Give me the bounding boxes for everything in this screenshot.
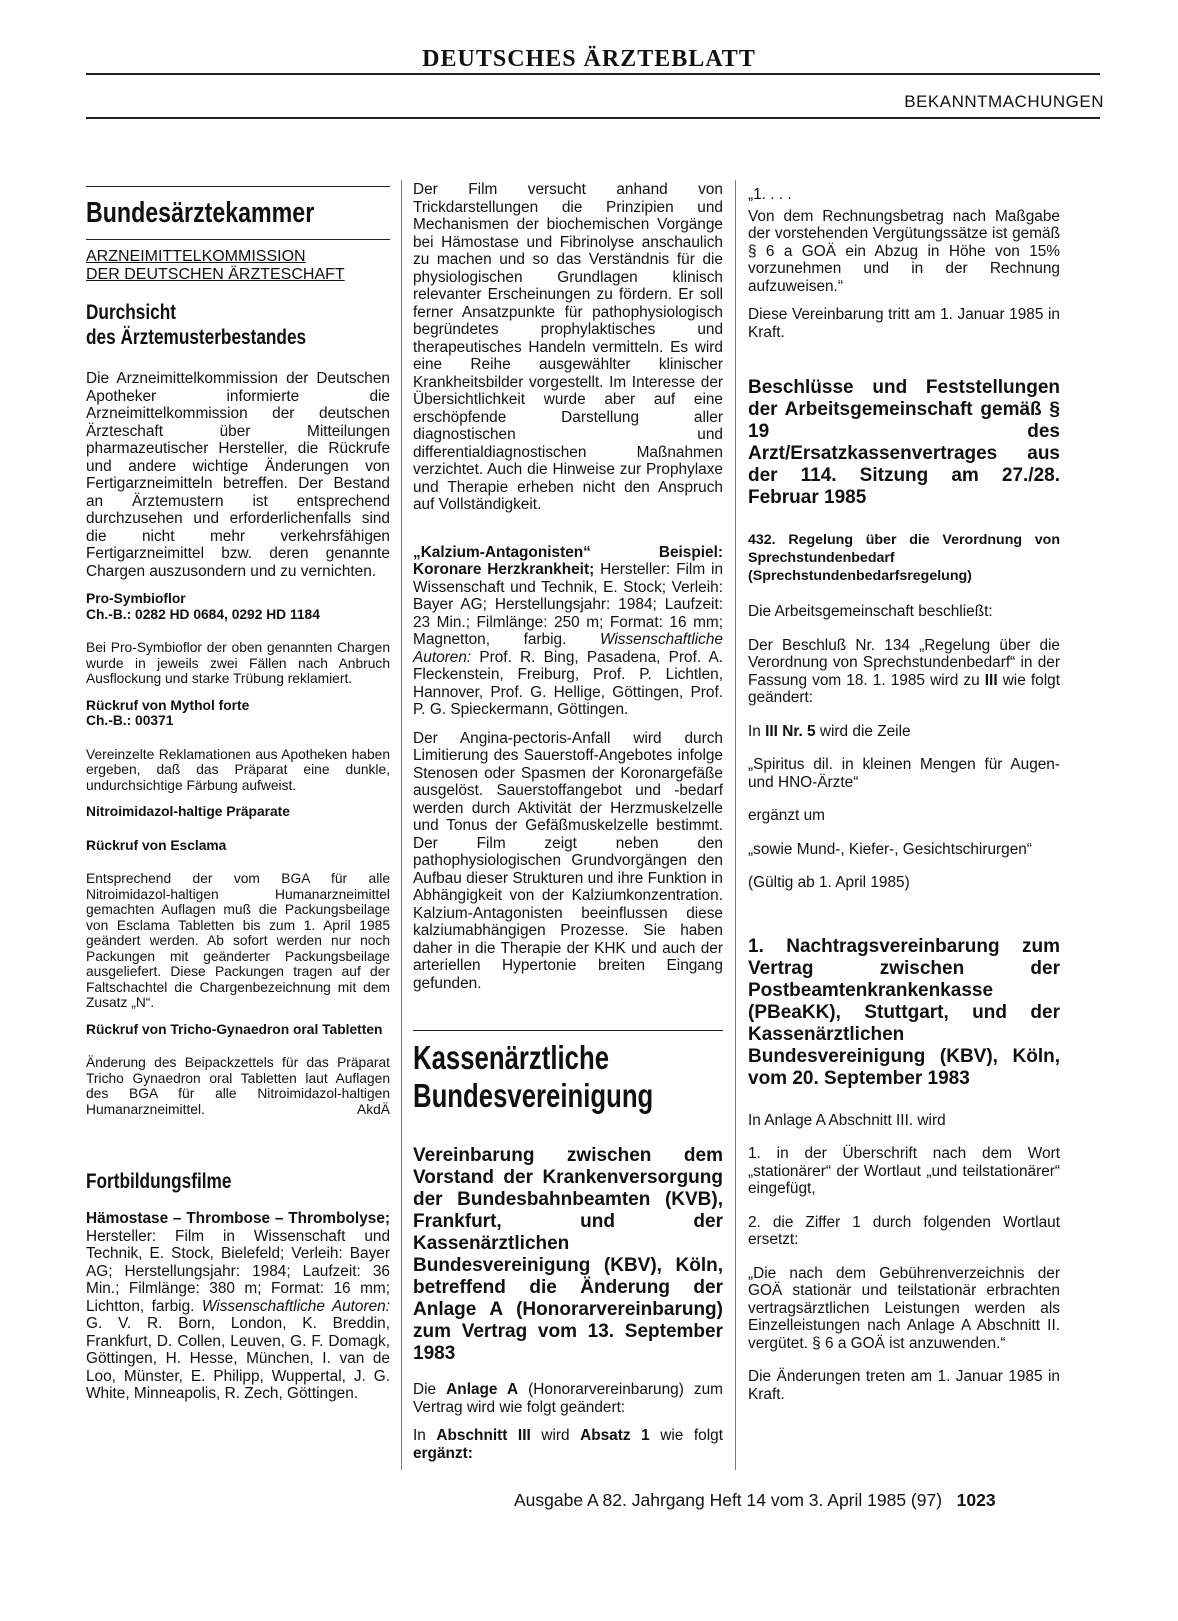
text: wie folgt geändert:	[748, 671, 1060, 706]
section-label: BEKANNTMACHUNGEN	[904, 92, 1104, 111]
subheading-line: Rückruf von Mythol forte	[86, 697, 250, 713]
column-divider	[735, 180, 736, 1470]
text: Absatz 1	[580, 1427, 650, 1444]
paragraph: 1. in der Überschrift nach dem Wort „stationärer“ der Wortlaut „und teilstationärer“ eingefügt,	[748, 1145, 1060, 1197]
subheading	[86, 591, 390, 622]
subheading-line: Pro-Symbioflor	[86, 591, 186, 606]
resolution-subheading: 432. Regelung über die Verordnung von Sprechstundenbedarf (Sprechstundenbedarfsregelung)	[748, 532, 1060, 584]
text: In	[413, 1427, 437, 1444]
film-entry	[413, 544, 723, 719]
commission-line-1: ARZNEIMITTELKOMMISSION	[86, 248, 306, 265]
text: Der Beschluß Nr. 134 „Regelung über die Verordnung von Sprechstundenbedarf“ in der Fassung vom 18. 1. 1985 wird zu	[748, 636, 1060, 689]
paragraph: „Die nach dem Gebührenverzeichnis der GOÄ stationär und teilstationär erbrachten vertragsärztlichen Leistungen werden als Einzelleistungen nach Anlage A Abschnitt II. vergütet. § 6 a GOÄ ist anzuwenden.“	[748, 1264, 1060, 1352]
subheading-line: Ch.-B.: 0282 HD 0684, 0292 HD 1184	[86, 606, 320, 622]
commission-title	[86, 248, 390, 284]
paragraph: Die Änderungen treten am 1. Januar 1985 in Kraft.	[748, 1368, 1060, 1403]
paragraph: Die Arzneimittelkommission der Deutschen Apotheker informierte die Arzneimittelkommission der deutschen Ärzteschaft über Mitteilungen pharmazeutischer Hersteller, die Rückrufe und andere wichtige Änderungen von Fertigarzneimitteln betreffen. Der Bestand an Ärztemustern ist entsprechend durchzusehen und erforderlichenfalls sind die nicht mehr verkehrsfähigen Fertigarzneimittel bzw. deren genannte Chargen auszusondern und zu vernichten.	[86, 370, 390, 580]
page-number: 1023	[956, 1490, 996, 1510]
paragraph: „1. . . .	[748, 186, 792, 203]
paragraph: ergänzt um	[748, 807, 825, 824]
paragraph: „sowie Mund-, Kiefer-, Gesichtschirurgen“	[748, 840, 1032, 858]
organization-title: Bundesärztekammer	[86, 197, 315, 229]
paragraph: 2. die Ziffer 1 durch folgenden Wortlaut ersetzt:	[748, 1213, 1060, 1248]
article-heading-line-2: des Ärztemusterbestandes	[86, 326, 307, 349]
paragraph: (Gültig ab 1. April 1985)	[748, 874, 910, 891]
footer	[514, 1490, 996, 1511]
film-authors-label: Wissenschaftliche Autoren:	[413, 631, 723, 666]
masthead: DEUTSCHES ÄRZTEBLATT	[422, 46, 756, 72]
text: wird die Zeile	[815, 722, 911, 740]
subheading: Nitroimidazol-haltige Präparate	[86, 804, 290, 819]
text: III	[984, 671, 998, 689]
paragraph: Entsprechend der vom BGA für alle Nitroimidazol-haltigen Humanarzneimittel gemachten Auflagen muß die Packungsbeilage von Esclama Tabletten bis zum 1. April 1985 geändert werden. Ab sofort werden nur noch Packungen mit geänderter Packungsbeilage ausgeliefert. Diese Packungen tragen auf der Faltschachtel die Chargenbezeichnung mit dem Zusatz „N“.	[86, 871, 390, 1010]
paragraph: Der Angina-pectoris-Anfall wird durch Limitierung des Sauerstoff-Angebotes infolge Stenosen oder Spasmen der Koronargefäße ausgelöst. Sauerstoffangebot und -bedarf werden durch Aktivität der Herzmuskelzelle und Tonus der Gefäßmuskelzelle bestimmt. Der Film zeigt neben den pathophysiologischen Grundvorgängen den Aufbau dieser Strukturen und ihre Funktion in Abhängigkeit von der Kalziumkonzentration. Kalzium-Antagonisten beeinflussen diese kalziumabhängigen Prozesse. Sie haben daher in die Therapie der KHK und auch der arteriellen Hypertonie breiten Eingang gefunden.	[413, 729, 723, 992]
supplement-heading: 1. Nachtragsvereinbarung zum Vertrag zwischen der Postbeamtenkrankenkasse (PBeaKK), Stuttgart, und der Kassenärztlichen Bundesvereinigung (KBV), Köln, vom 20. September 1983	[748, 935, 1060, 1089]
column-rule	[86, 186, 390, 187]
paragraph: „Spiritus dil. in kleinen Mengen für Augen- und HNO-Ärzte“	[748, 756, 1060, 791]
paragraph	[413, 1381, 723, 1416]
film-authors: G. V. R. Born, London, K. Breddin, Frankfurt, D. Collen, Leuven, G. F. Domagk, Göttingen, H. Hesse, München, I. van de Loo, Münster, E. Philipp, Wuppertal, J. G. White, Minneapolis, R. Zech, Göttingen.	[86, 1315, 390, 1402]
paragraph	[748, 637, 1060, 707]
film-authors: Prof. R. Bing, Pasadena, Prof. A. Fleckenstein, Freiburg, Prof. P. Lichtlen, Hannover, Prof. G. Hellige, Göttingen, Prof. P. G. Spieckermann, Göttingen.	[413, 648, 723, 718]
text: Abschnitt III	[436, 1427, 531, 1444]
paragraph: Diese Vereinbarung tritt am 1. Januar 1985 in Kraft.	[748, 306, 1060, 341]
commission-line-2: DER DEUTSCHEN ÄRZTESCHAFT	[86, 266, 345, 283]
text: wird	[530, 1427, 581, 1444]
column-3	[748, 186, 1060, 1414]
paragraph-text: Änderung des Beipackzettels für das Präparat Tricho Gynaedron oral Tabletten laut Auflagen des BGA für alle Nitroimidazol-haltigen Humanarzneimittel.	[86, 1055, 390, 1117]
column-2	[413, 181, 723, 1473]
section-heading: Fortbildungsfilme	[86, 1170, 232, 1193]
text: (Honorarvereinbarung) zum Vertrag wird wie folgt geändert:	[413, 1381, 723, 1416]
text: III Nr. 5	[765, 722, 816, 740]
column-divider	[401, 180, 402, 1470]
subheading	[86, 698, 390, 729]
paragraph	[86, 1055, 390, 1117]
footer-issue: Ausgabe A 82. Jahrgang Heft 14 vom 3. April 1985 (97)	[514, 1490, 943, 1510]
film-details: Hersteller: Film in Wissenschaft und Technik, E. Stock, Bielefeld; Verleih: Bayer AG; Herstellungsjahr: 1984; Laufzeit: 36 Min.; Filmlänge: 380 m; Format: 16 mm; Lichtton, farbig.	[86, 1227, 390, 1315]
signature: AkdÄ	[357, 1101, 390, 1117]
article-heading	[86, 300, 335, 350]
resolution-heading: Beschlüsse und Feststellungen der Arbeitsgemeinschaft gemäß § 19 des Arzt/Ersatzkassenvertrages aus der 114. Sitzung am 27./28. Februar 1985	[748, 377, 1060, 508]
text: ergänzt:	[413, 1444, 473, 1462]
column-rule	[86, 239, 390, 240]
organization-title	[413, 1039, 655, 1115]
subheading: Rückruf von Esclama	[86, 837, 227, 853]
film-authors-label: Wissenschaftliche Autoren:	[201, 1297, 390, 1315]
subheading-line: Ch.-B.: 00371	[86, 713, 174, 728]
paragraph	[748, 723, 1060, 741]
paragraph: Vereinzelte Reklamationen aus Apotheken haben ergeben, daß das Präparat eine dunkle, undurchsichtige Färbung aufweist.	[86, 746, 390, 793]
header-rule	[86, 117, 1100, 119]
subheading: Rückruf von Tricho-Gynaedron oral Tabletten	[86, 1021, 383, 1037]
text: Anlage A	[446, 1381, 519, 1398]
organization-title-line: Bundesvereinigung	[413, 1077, 654, 1114]
column-rule	[413, 1030, 723, 1031]
text: wie folgt	[649, 1427, 723, 1444]
text: Die	[413, 1381, 447, 1398]
film-entry	[86, 1210, 390, 1403]
film-details: Hersteller: Film in Wissenschaft und Technik, E. Stock; Verleih: Bayer AG; Herstellungsjahr: 1984; Laufzeit: 23 Min.; Filmlänge: 250 m; Format: 16 mm; Magnetton, farbig.	[413, 561, 724, 648]
masthead-rule	[86, 73, 1100, 75]
paragraph: Von dem Rechnungsbetrag nach Maßgabe der vorstehenden Vergütungssätze ist gemäß § 6 a GOÄ ein Abzug in Höhe von 15% vorzunehmen und in der Rechnung aufzuweisen.“	[748, 207, 1060, 295]
film-title: „Kalzium-Antagonisten“ Beispiel: Koronare Herzkrankheit;	[413, 543, 723, 578]
paragraph: Bei Pro-Symbioflor der oben genannten Chargen wurde in jeweils zwei Fällen nach Anbruch Ausflockung und starke Trübung reklamiert.	[86, 640, 390, 686]
film-title: Hämostase – Thrombose – Thrombolyse;	[86, 1210, 390, 1227]
agreement-heading: Vereinbarung zwischen dem Vorstand der Krankenversorgung der Bundesbahnbeamten (KVB), Frankfurt, und der Kassenärztlichen Bundesvereinigung (KBV), Köln, betreffend die Änderung der Anlage A (Honorarvereinbarung) zum Vertrag vom 13. September 1983	[413, 1145, 723, 1364]
organization-title-line: Kassenärztliche	[413, 1039, 610, 1076]
article-heading-line-1: Durchsicht	[86, 301, 176, 324]
text: In	[748, 722, 766, 740]
paragraph: In Anlage A Abschnitt III. wird	[748, 1111, 946, 1129]
paragraph: Die Arbeitsgemeinschaft beschließt:	[748, 603, 993, 620]
paragraph	[413, 1427, 723, 1462]
column-1	[86, 186, 390, 1414]
paragraph: Der Film versucht anhand von Trickdarstellungen die Prinzipien und Mechanismen der biochemischen Vorgänge bei Hämostase und Fibrinolyse anschaulich zu machen und so das Verständnis für die physiologischen Grundlagen klinisch relevanter Erscheinungen zu fördern. Er soll ferner Ansatzpunkte für pathophysiologisch begründetes prophylaktisches und therapeutisches Handeln vermitteln. Es wird eine Reihe ausgewählter klinischer Krankheitsbilder vorgestellt. Im Interesse der Übersichtlichkeit wurde aber auf eine erschöpfende Darstellung aller diagnostischen und differentialdiagnostischen Maßnahmen verzichtet. Auch die Hinweise zur Prophylaxe und Therapie erheben nicht den Anspruch auf Vollständigkeit.	[413, 181, 723, 513]
